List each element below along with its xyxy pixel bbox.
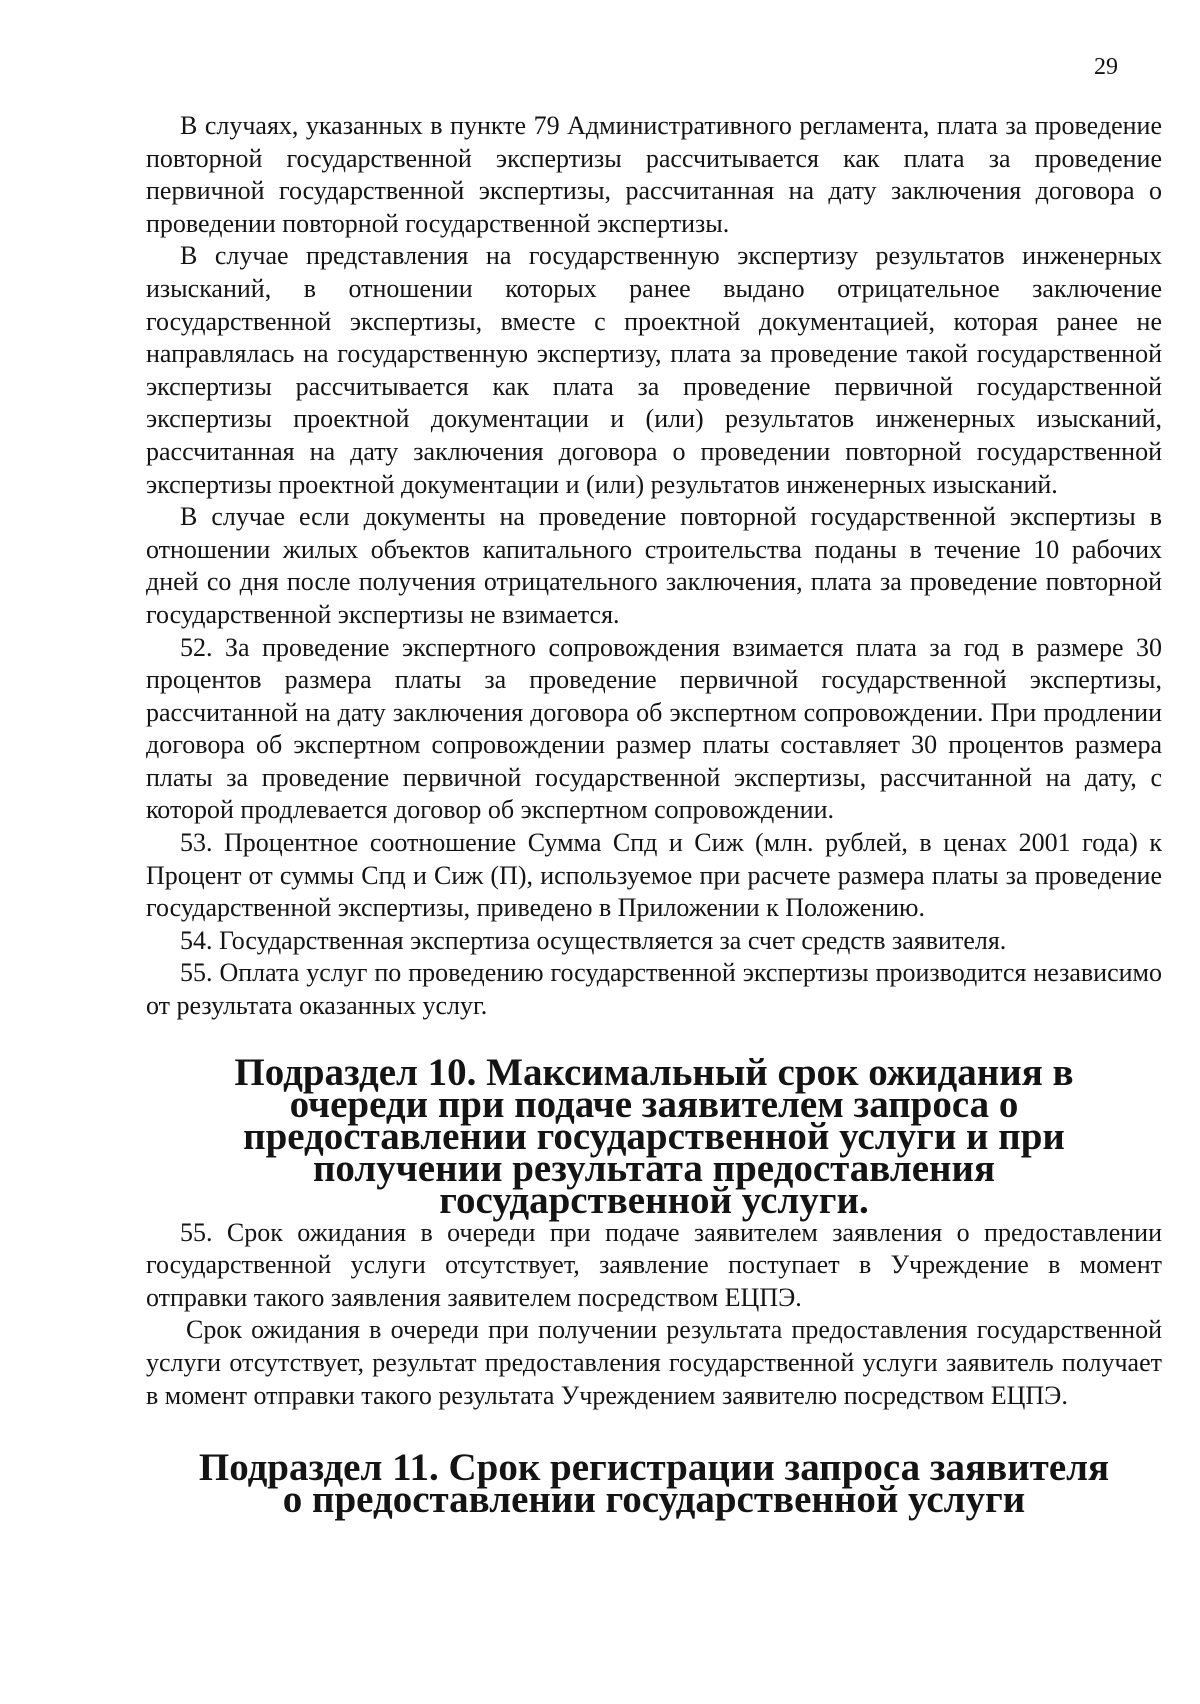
paragraph-53-percentage: 53. Процентное соотношение Сумма Спд и Сиж (млн. рублей, в ценах 2001 года) к Процент от суммы Спд и Сиж (П), используемое при расчете размера платы за проведение государственной экспертизы, приведено в Приложении к Положению.	[146, 828, 1162, 923]
subsection-10-paragraph-55: 55. Срок ожидания в очереди при подаче заявителем заявления о предоставлении государственной услуги отсутствует, заявление поступает в Учреждение в момент отправки такого заявления заявителем посредством ЕЦПЭ.	[146, 1217, 1162, 1312]
paragraph-55-payment: 55. Оплата услуг по проведению государственной экспертизы производится независимо от результата оказанных услуг.	[146, 958, 1162, 1021]
subsection-10-paragraph-result: Срок ожидания в очереди при получении результата предоставления государственной услуги отсутствует, результат предоставления государственной услуги заявитель получает в момент отправки такого результата Учреждением заявителю посредством ЕЦПЭ.	[146, 1315, 1162, 1410]
paragraph-52-expert-support: 52. За проведение экспертного сопровождения взимается плата за год в размере 30 процентов размера платы за проведение первичной государственной экспертизы, рассчитанной на дату заключения договора об экспертном сопровождении. При продлении договора об экспертном сопровождении размер платы составляет 30 процентов размера платы за проведение первичной государственной экспертизы, рассчитанной на дату, с которой продлевается договор об экспертном сопровождении.	[146, 632, 1162, 825]
paragraph-residential-no-fee: В случае если документы на проведение повторной государственной экспертизы в отношении жилых объектов капитального строительства поданы в течение 10 рабочих дней со дня после получения отрицательного заключения, плата за проведение повторной государственной экспертизы не взимается.	[146, 502, 1162, 629]
paragraph-repeat-expertise-fee: В случаях, указанных в пункте 79 Административного регламента, плата за проведение повторной государственной экспертизы рассчитывается как плата за проведение первичной государственной экспертизы, рассчитанная на дату заключения договора о проведении повторной государственной экспертизы.	[146, 111, 1162, 238]
paragraph-54-funding: 54. Государственная экспертиза осуществляется за счет средств заявителя.	[180, 925, 1007, 955]
document-body	[146, 110, 1162, 1522]
subsection-10-heading: Подраздел 10. Максимальный срок ожидания в очереди при подаче заявителем запроса о предоставлении государственной услуги и при получении результата предоставления государственной услуги.	[234, 1050, 1074, 1222]
paragraph-engineering-surveys-fee: В случае представления на государственную экспертизу результатов инженерных изысканий, в отношении которых ранее выдано отрицательное заключение государственной экспертизы, вместе с проектной документацией, которая ранее не направлялась на государственную экспертизу, плата за проведение такой государственной экспертизы рассчитывается как плата за проведение первичной государственной экспертизы проектной документации и (или) результатов инженерных изысканий, рассчитанная на дату заключения договора о проведении повторной государственной экспертизы проектной документации и (или) результатов инженерных изысканий.	[146, 241, 1162, 499]
subsection-11-heading: Подраздел 11. Срок регистрации запроса заявителя о предоставлении государственной услуги	[198, 1446, 1110, 1522]
page-number: 29	[1094, 54, 1118, 80]
